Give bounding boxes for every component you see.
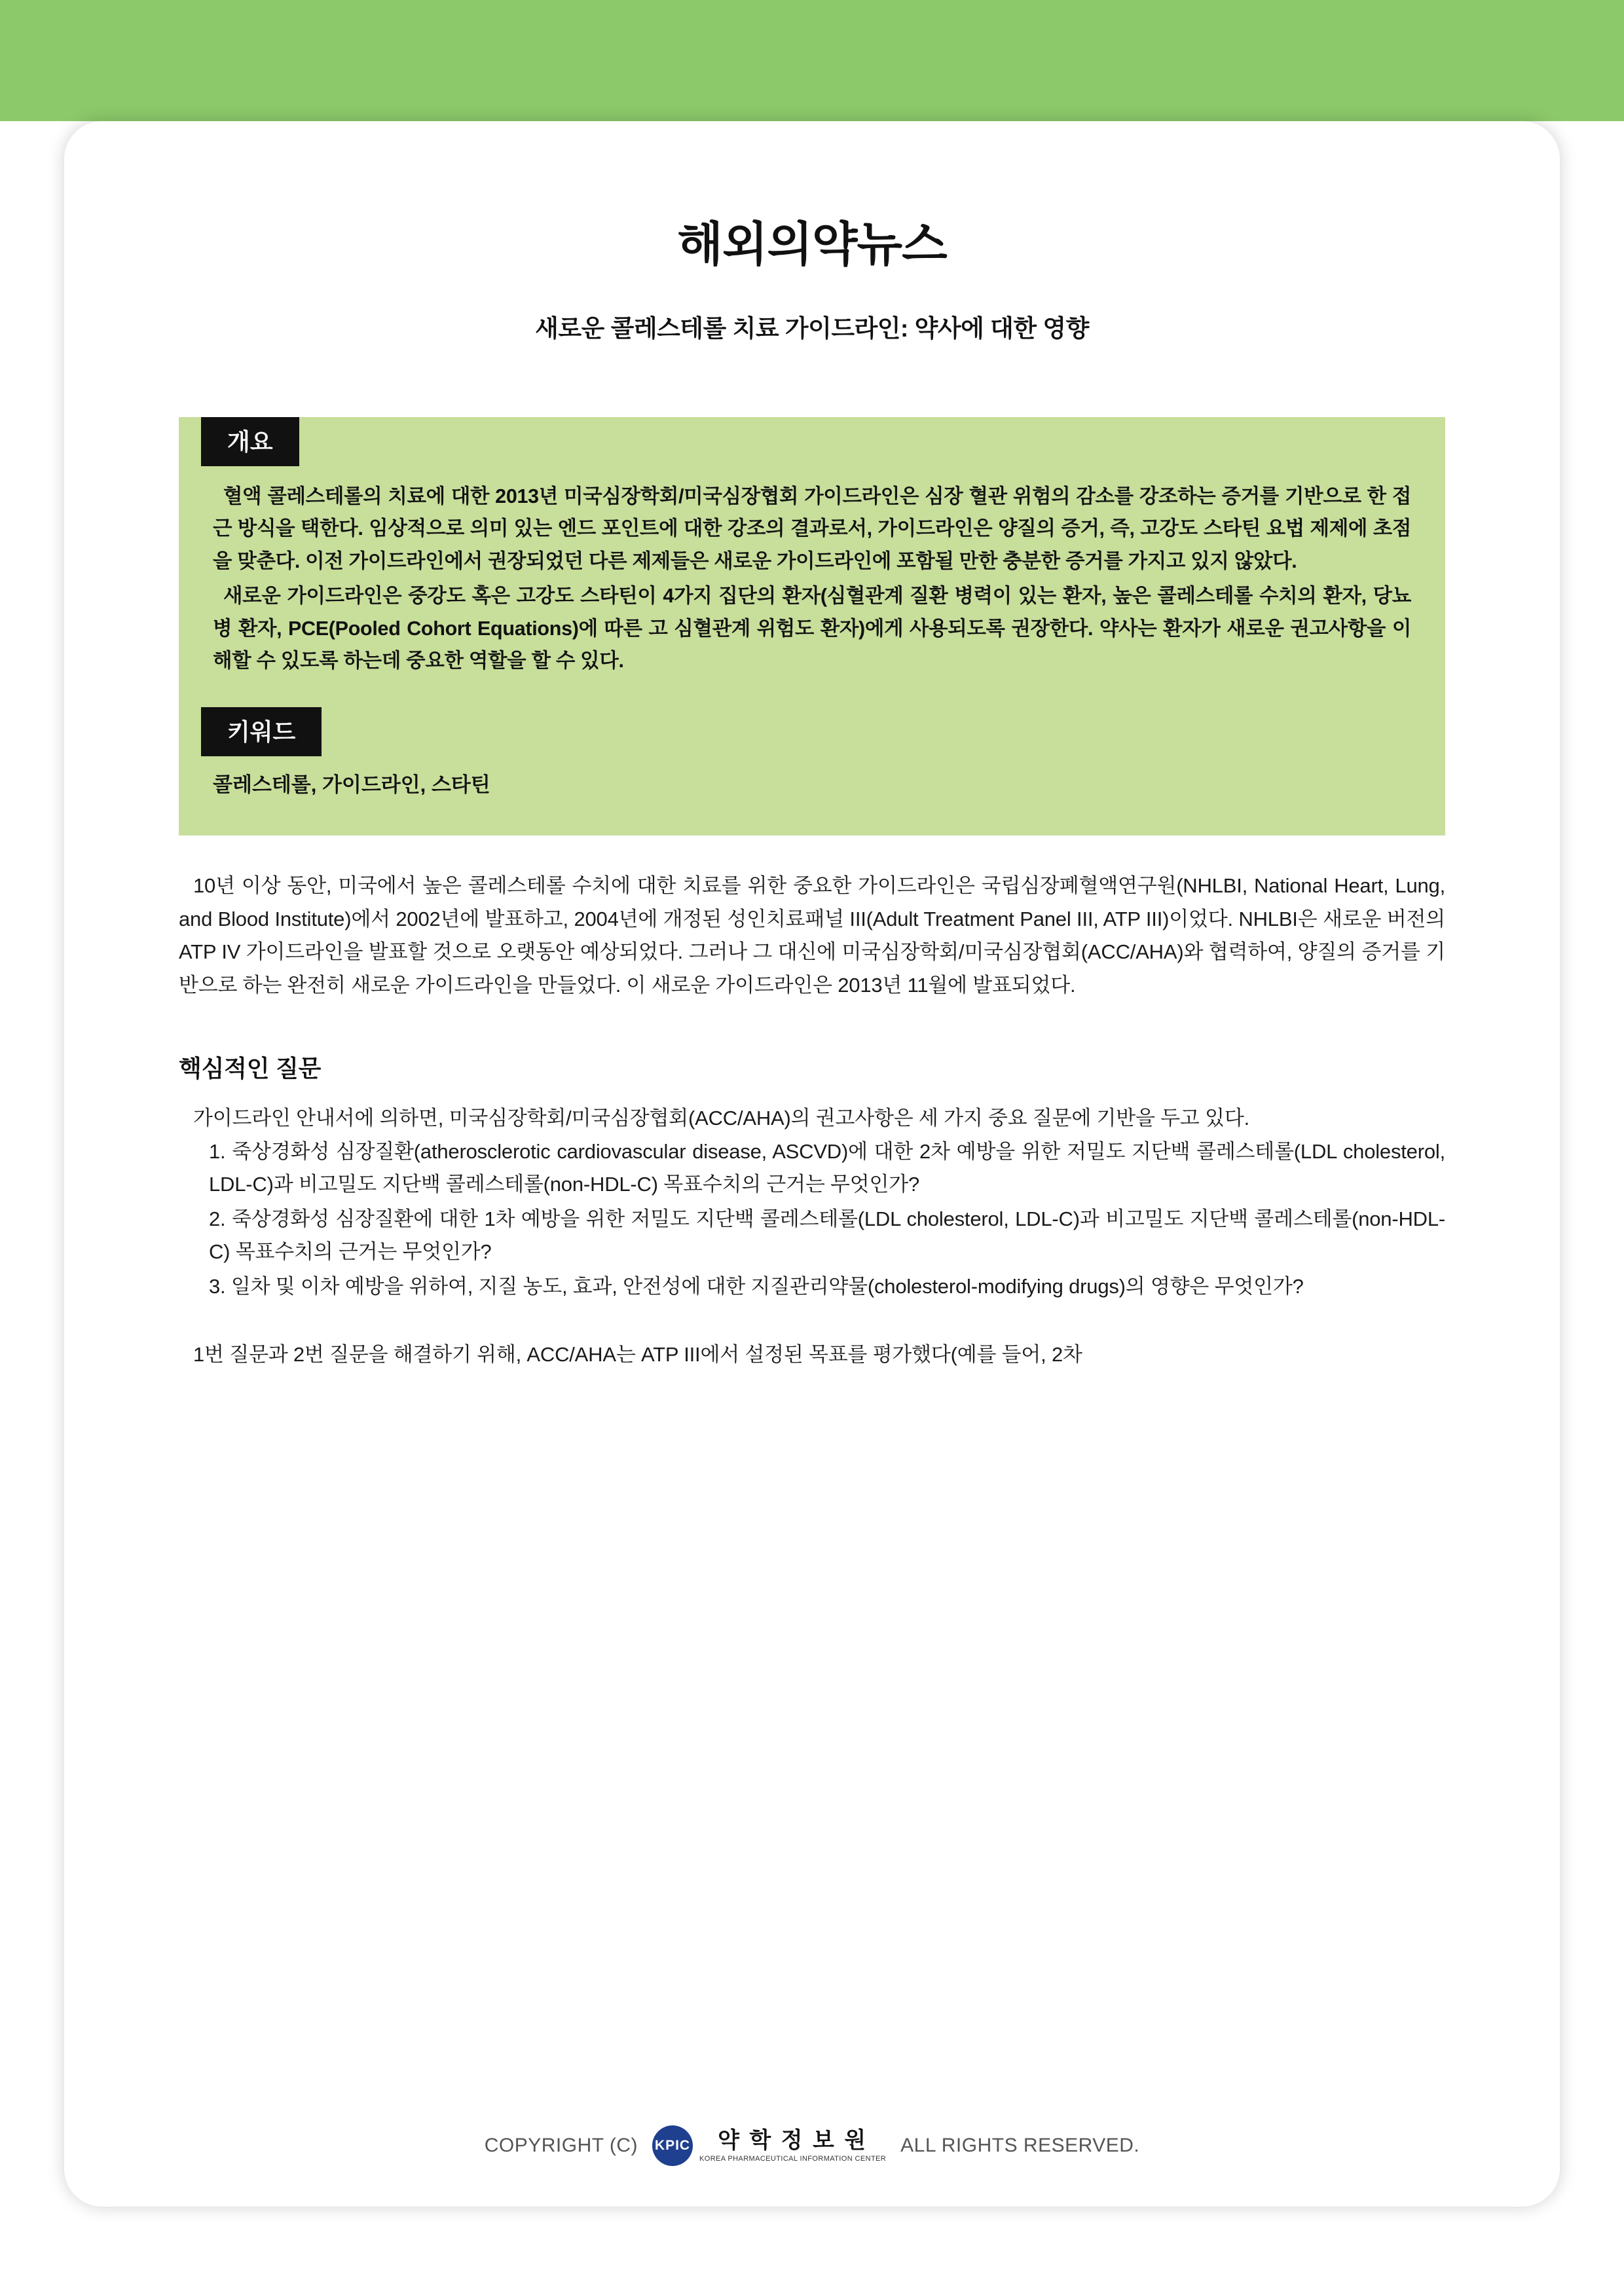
body-section bbox=[179, 870, 1445, 1371]
footer bbox=[64, 2125, 1560, 2166]
kpic-logo-korean: 약 학 정 보 원 bbox=[718, 2127, 868, 2153]
copyright-text: COPYRIGHT (C) bbox=[484, 2135, 638, 2156]
kpic-logo-english: KOREA PHARMACEUTICAL INFORMATION CENTER bbox=[699, 2154, 887, 2163]
section-heading: 핵심적인 질문 bbox=[179, 1054, 322, 1082]
list-item: 3. 일차 및 이차 예방을 위하여, 지질 농도, 효과, 안전성에 대한 지질관리약물(cholesterol-modifying drugs)의 영향은 무엇인가? bbox=[209, 1274, 1304, 1298]
closing-paragraph: 1번 질문과 2번 질문을 해결하기 위해, ACC/AHA는 ATP III에서 설정된 목표를 평가했다(예를 들어, 2차 bbox=[193, 1343, 1082, 1367]
section-intro-paragraph: 가이드라인 안내서에 의하면, 미국심장학회/미국심장협회(ACC/AHA)의 권고사항은 세 가지 중요 질문에 기반을 두고 있다. bbox=[193, 1107, 1249, 1130]
keyword-list: 콜레스테롤, 가이드라인, 스타틴 bbox=[213, 773, 490, 797]
summary-tab-label: 개요 bbox=[201, 417, 299, 466]
intro-paragraph: 10년 이상 동안, 미국에서 높은 콜레스테롤 수치에 대한 치료를 위한 중요한 가이드라인은 국립심장폐혈액연구원(NHLBI, National Heart, Lung, and Blood Institute)에서 2002년에 발표하고, 2004년에 개정된 성인치료패널 III(Adult Treatment Panel III, ATP III)이었다. NHLBI은 새로운 버전의 ATP IV 가이드라인을 발표할 것으로 오랫동안 예상되었다. 그러나 그 대신에 미국심장학회/미국심장협회(ACC/AHA)와 협력하여, 양질의 증거를 기반으로 하는 완전히 새로운 가이드라인을 만들었다. 이 새로운 가이드라인은 2013년 11월에 발표되었다. bbox=[179, 874, 1445, 997]
page-title: 해외의약뉴스 bbox=[677, 219, 947, 271]
summary-paragraph: 혈액 콜레스테롤의 치료에 대한 2013년 미국심장학회/미국심장협회 가이드라인은 심장 혈관 위험의 감소를 강조하는 증거를 기반으로 한 접근 방식을 택한다. 임상적으로 의미 있는 엔드 포인트에 대한 강조의 결과로서, 가이드라인은 양질의 증거, 즉, 고강도 스타틴 요법 제제에 초점을 맞춘다. 이전 가이드라인에서 권장되었던 다른 제제들은 새로운 가이드라인에 포함될 만한 충분한 증거를 가지고 있지 않았다. bbox=[213, 485, 1411, 572]
key-questions-list bbox=[179, 1135, 1445, 1304]
summary-body bbox=[179, 466, 1445, 677]
page-subtitle: 새로운 콜레스테롤 치료 가이드라인: 약사에 대한 영향 bbox=[535, 315, 1089, 342]
kpic-emblem-icon: KPIC bbox=[652, 2125, 693, 2166]
keyword-tab-label: 키워드 bbox=[201, 707, 322, 756]
document-sheet bbox=[64, 121, 1560, 2207]
list-item: 1. 죽상경화성 심장질환(atherosclerotic cardiovascular disease, ASCVD)에 대한 2차 예방을 위한 저밀도 지단백 콜레스테롤(LDL cholesterol, LDL-C)과 비고밀도 지단백 콜레스테롤(non-HDL-C) 목표수치의 근거는 무엇인가? bbox=[209, 1139, 1445, 1196]
document-content bbox=[64, 121, 1560, 1372]
summary-paragraph: 새로운 가이드라인은 중강도 혹은 고강도 스타틴이 4가지 집단의 환자(심혈관계 질환 병력이 있는 환자, 높은 콜레스테롤 수치의 환자, 당뇨병 환자, PCE(Pooled Cohort Equations)에 따른 고 심혈관계 위험도 환자)에게 사용되도록 권장한다. 약사는 환자가 새로운 권고사항을 이해할 수 있도록 하는데 중요한 역할을 할 수 있다. bbox=[213, 585, 1411, 672]
list-item: 2. 죽상경화성 심장질환에 대한 1차 예방을 위한 저밀도 지단백 콜레스테롤(LDL cholesterol, LDL-C)과 비고밀도 지단백 콜레스테롤(non-HDL-C) 목표수치의 근거는 무엇인가? bbox=[209, 1207, 1445, 1264]
kpic-logo bbox=[652, 2125, 886, 2166]
spacer bbox=[179, 835, 1445, 870]
spacer bbox=[179, 1304, 1445, 1338]
summary-panel bbox=[179, 417, 1445, 835]
rights-text: ALL RIGHTS RESERVED. bbox=[900, 2135, 1140, 2156]
